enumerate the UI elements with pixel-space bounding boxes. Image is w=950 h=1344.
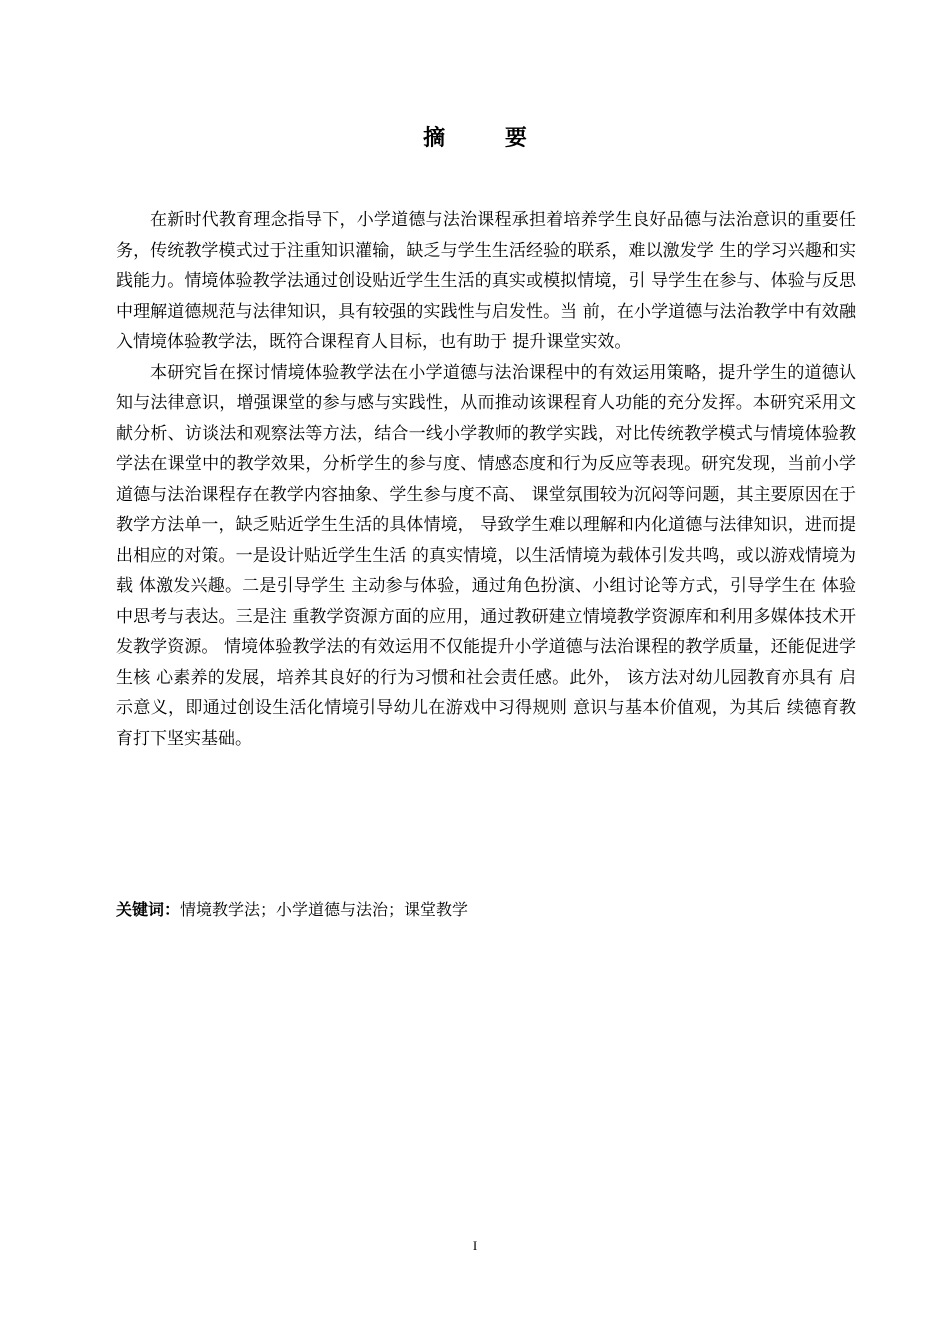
keywords-label: 关键词： [116,900,181,919]
keywords-line [116,897,856,923]
abstract-paragraph-2: 本研究旨在探讨情境体验教学法在小学道德与法治课程中的有效运用策略，提升学生的道德认知与法律意识，增强课堂的参与感与实践性，从而推动该课程育人功能的充分发挥。本研究采用文献分析、访谈法和观察法等方法，结合一线小学教师的教学实践，对比传统教学模式与情境体验教学法在课堂中的教学效果，分析学生的参与度、情感态度和行为反应等表现。研究发现，当前小学道德与法治课程存在教学内容抽象、学生参与度不高、 课堂氛围较为沉闷等问题，其主要原因在于教学方法单一，缺乏贴近学生生活的具体情境， 导致学生难以理解和内化道德与法律知识，进而提出相应的对策。一是设计贴近学生生活 的真实情境，以生活情境为载体引发共鸣，或以游戏情境为载 体激发兴趣。二是引导学生 主动参与体验，通过角色扮演、小组讨论等方式，引导学生在 体验中思考与表达。三是注 重教学资源方面的应用，通过教研建立情境教学资源库和利用多媒体技术开发教学资源。 情境体验教学法的有效运用不仅能提升小学道德与法治课程的教学质量，还能促进学生核 心素养的发展，培养其良好的行为习惯和社会责任感。此外， 该方法对幼儿园教育亦具有 启示意义，即通过创设生活化情境引导幼儿在游戏中习得规则 意识与基本价值观，为其后 续德育教育打下坚实基础。 [116,362,856,749]
page-title: 摘 要 [423,126,553,151]
abstract-paragraph-1: 在新时代教育理念指导下，小学道德与法治课程承担着培养学生良好品德与法治意识的重要任务，传统教学模式过于注重知识灌输，缺乏与学生生活经验的联系，难以激发学 生的学习兴趣和实践能力。情境体验教学法通过创设贴近学生生活的真实或模拟情境，引 导学生在参与、体验与反思中理解道德规范与法律知识，具有较强的实践性与启发性。当 前，在小学道德与法治教学中有效融入情境体验教学法，既符合课程育人目标，也有助于 提升课堂实效。 [116,210,856,352]
keywords-text: 情境教学法；小学道德与法治；课堂教学 [180,900,469,919]
abstract-body [116,205,856,754]
page-number: I [472,1238,478,1253]
